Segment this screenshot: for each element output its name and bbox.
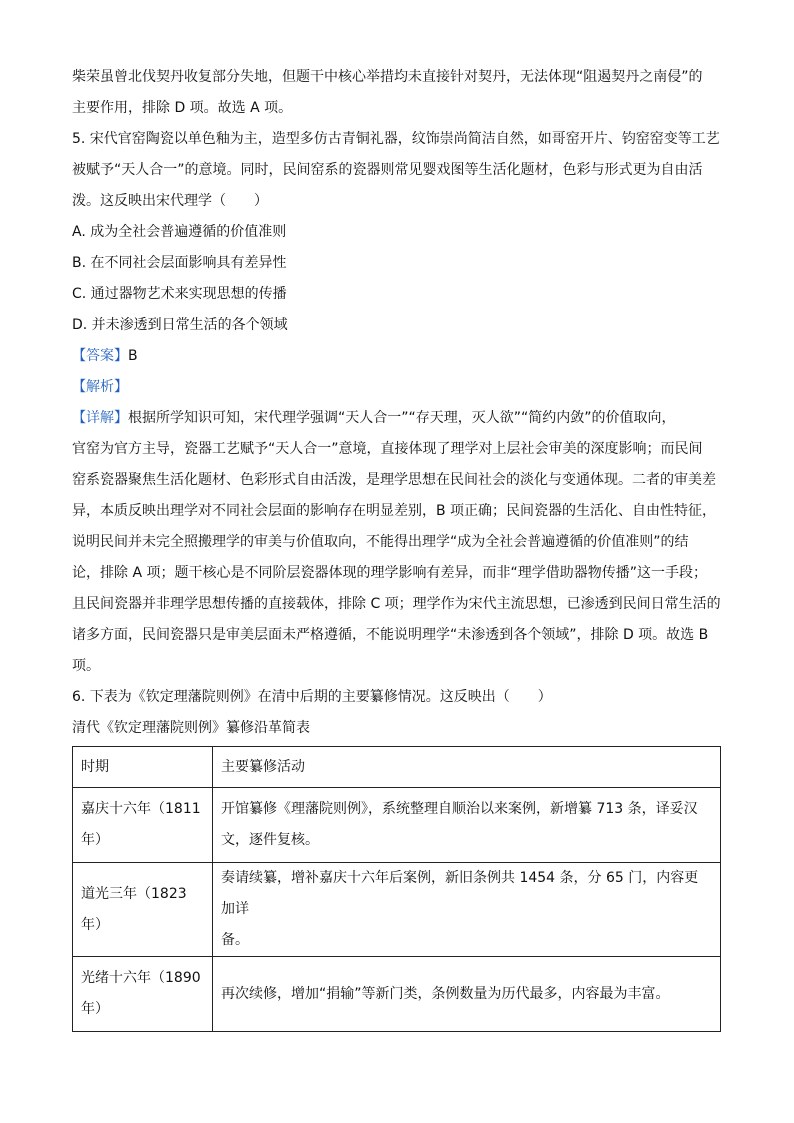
period-line: 年）	[81, 916, 109, 933]
q5-option-c: C. 通过器物艺术来实现思想的传播	[72, 286, 287, 302]
activity-line: 再次续修，增加“捐输”等新门类，条例数量为历代最多，内容最为丰富。	[221, 985, 670, 1002]
table-row	[73, 957, 721, 1032]
answer-tag: 【答案】	[72, 348, 128, 364]
q5-stem-line-3: 泼。这反映出宋代理学（ ）	[72, 193, 268, 209]
answer-value: B	[128, 348, 138, 364]
cell-period	[73, 863, 213, 957]
q5-option-a: A. 成为全社会普遍遵循的价值准则	[72, 224, 287, 240]
q5-detail-line-1	[72, 403, 724, 434]
period-line: 嘉庆十六年（1811	[81, 801, 201, 817]
q5-option-b: B. 在不同社会层面影响具有差异性	[72, 255, 287, 271]
table-header-row	[73, 747, 721, 788]
period-line: 道光三年（1823	[81, 885, 187, 902]
q5-detail-line-7: 且民间瓷器并非理学思想传播的直接载体，排除 C 项；理学作为宋代主流思想，已渗透到民间日常生活的	[72, 596, 721, 612]
table-caption: 清代《钦定理藩院则例》纂修沿革简表	[72, 720, 310, 736]
activity-line: 备。	[221, 932, 249, 948]
document-content	[72, 62, 724, 1032]
table-row	[73, 863, 721, 957]
q5-detail-line-6: 论，排除 A 项；题干核心是不同阶层瓷器体现的理学影响有差异，而非“理学借助器物传播”这一手段；	[72, 565, 707, 581]
cell-activity	[213, 863, 721, 957]
intro-line-2: 主要作用，排除 D 项。故选 A 项。	[72, 100, 293, 116]
q5-detail-line-2: 官窑为官方主导，瓷器工艺赋予“天人合一”意境，直接体现了理学对上层社会审美的深度影响；而民间	[72, 441, 703, 457]
detail-text-1: 根据所学知识可知，宋代理学强调“天人合一”“存天理，灭人欲”“简约内敛”的价值取向，	[128, 410, 676, 426]
q5-detail-line-4: 异，本质反映出理学对不同社会层面的影响存在明显差别，B 项正确；民间瓷器的生活化、自由性特征，	[72, 503, 717, 519]
cell-period	[73, 788, 213, 863]
header-period: 时期	[73, 747, 213, 788]
activity-line: 开馆纂修《理藩院则例》，系统整理自顺治以来案例，新增纂 713 条，译妥汉	[221, 801, 698, 817]
period-line: 光绪十六年（1890	[81, 970, 201, 986]
q5-detail-line-3: 窑系瓷器聚焦生活化题材、色彩形式自由活泼，是理学思想在民间社会的淡化与变通体现。二者的审美差	[72, 472, 716, 488]
intro-line-1: 柴荣虽曾北伐契丹收复部分失地，但题干中核心举措均未直接针对契丹，无法体现“阻遏契丹之南侵”的	[72, 69, 703, 85]
q5-option-d: D. 并未渗透到日常生活的各个领域	[72, 317, 288, 333]
table-row	[73, 788, 721, 863]
activity-line: 奏请续纂，增补嘉庆十六年后案例，新旧条例共 1454 条，分 65 门，内容更加详	[221, 870, 699, 917]
q5-stem-line-2: 被赋予“天人合一”的意境。同时，民间窑系的瓷器则常见婴戏图等生活化题材，色彩与形式更为自由活	[72, 162, 703, 178]
cell-activity	[213, 788, 721, 863]
q5-analysis-heading	[72, 372, 724, 403]
q5-detail-line-9: 项。	[72, 658, 100, 674]
cell-period	[73, 957, 213, 1032]
q5-stem-line-1: 5. 宋代官窑陶瓷以单色釉为主，造型多仿古青铜礼器，纹饰崇尚简洁自然，如哥窑开片、钧窑窑变等工艺	[72, 131, 720, 147]
activity-line: 文，逐件复核。	[221, 832, 319, 848]
period-line: 年）	[81, 832, 109, 848]
period-line: 年）	[81, 1001, 109, 1017]
q5-detail-line-5: 说明民间并未完全照搬理学的审美与价值取向，不能得出理学“成为全社会普遍遵循的价值准则”的结	[72, 534, 689, 550]
header-activity: 主要纂修活动	[213, 747, 721, 788]
q6-stem: 6. 下表为《钦定理藩院则例》在清中后期的主要纂修情况。这反映出（ ）	[72, 689, 552, 705]
detail-tag: 【详解】	[72, 410, 128, 426]
q5-detail-line-8: 诸多方面，民间瓷器只是审美层面未严格遵循，不能说明理学“未渗透到各个领域”，排除 D 项。故选 B	[72, 627, 709, 643]
q5-answer	[72, 341, 724, 372]
cell-activity	[213, 957, 721, 1032]
analysis-tag: 【解析】	[72, 379, 128, 395]
revision-table	[72, 746, 721, 1032]
